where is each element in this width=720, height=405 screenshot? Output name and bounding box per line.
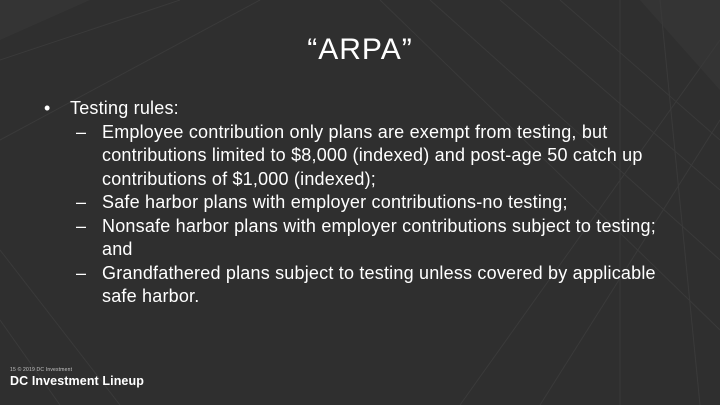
sub-bullet-text: Grandfathered plans subject to testing unless covered by applicable safe harbor. [102,262,656,306]
footer-small-text: © 2019 DC Investment [17,367,73,373]
sub-bullet-text: Employee contribution only plans are exempt from testing, but contributions limited to $8,000 (indexed) and post-age 50 catch up contributions of $1,000 (indexed); [102,121,643,189]
footer-logo [10,367,144,388]
footer-fine-print [10,367,144,373]
dash-marker: – [76,192,87,212]
brand-name: DC Investment Lineup [10,374,144,388]
sub-bullet-text: Nonsafe harbor plans with employer contributions subject to testing; and [102,215,656,259]
sub-bullet-item [76,215,684,262]
dash-marker: – [76,262,87,283]
sub-bullet-item [76,121,684,192]
sub-bullet-item [76,191,684,215]
slide-body [44,97,684,309]
sub-bullet-list [76,121,684,309]
dash-marker: – [76,215,87,236]
bullet-item [44,97,684,121]
bullet-text: Testing rules: [70,98,179,118]
slide-title: “ARPA” [307,33,413,66]
dash-marker: – [76,121,87,142]
sub-bullet-text: Safe harbor plans with employer contributions-no testing; [102,192,568,212]
page-number: 15 [10,367,16,373]
sub-bullet-item [76,262,684,309]
bullet-marker: • [44,98,51,118]
